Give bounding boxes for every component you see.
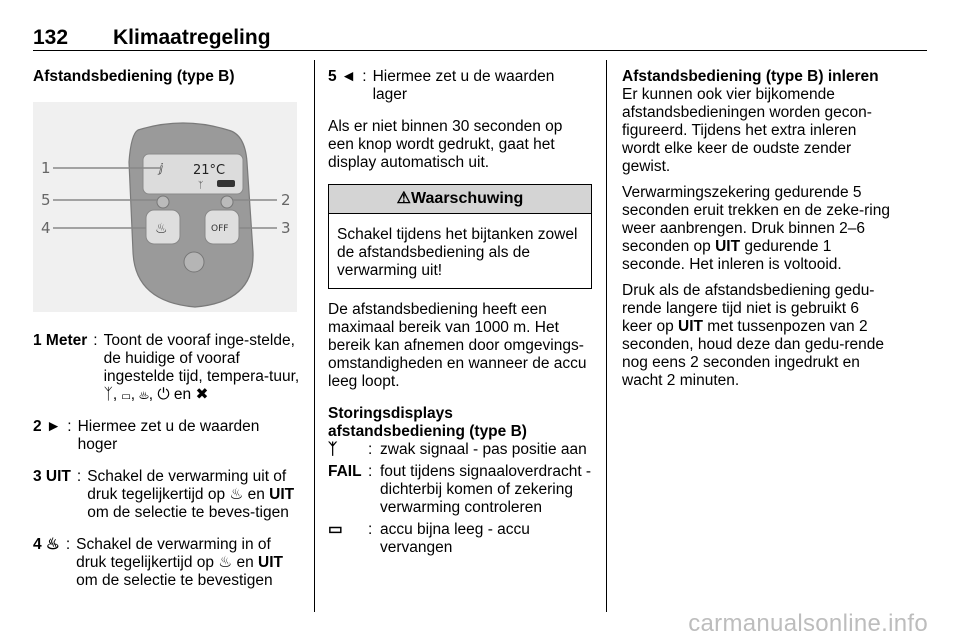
watermark: carmanualsonline.info bbox=[688, 610, 928, 637]
off-button-label: OFF bbox=[211, 224, 229, 234]
page-number: 132 bbox=[33, 26, 69, 49]
section-heading: Storingsdisplays afstandsbediening (type B) bbox=[328, 405, 527, 440]
list-item: 1 Meter : Toont de vooraf inge-stelde, de huidige of vooraf ingestelde tijd, tempera-tuur, ᛉ, ▭, ♨, ⏻ en ✖ bbox=[33, 332, 303, 404]
list-item: 2 ► : Hiermee zet u de waarden hoger bbox=[33, 418, 303, 454]
paragraph: De afstandsbediening heeft een maximaal bereik van 1000 m. Het bereik kan afnemen door omgevings-omstandigheden en wanneer de accu leeg loopt. bbox=[328, 301, 587, 390]
signal-icon: ᛉ bbox=[328, 441, 338, 458]
column-2 bbox=[328, 68, 592, 561]
header-rule bbox=[33, 50, 927, 51]
column-3 bbox=[622, 68, 892, 398]
item-text: Schakel de verwarming uit of druk tegelijkertijd op ♨ en UIT om de selectie te beves-tigen bbox=[87, 468, 295, 521]
warning-body: Schakel tijdens het bijtanken zowel de afstandsbediening als de verwarming uit! bbox=[337, 226, 578, 279]
list-item: ▭ : accu bijna leeg - accu vervangen bbox=[328, 521, 530, 556]
item-label: 3 UIT bbox=[33, 468, 71, 485]
list-item: 3 UIT : Schakel de verwarming uit of druk tegelijkertijd op ♨ en UIT om de selectie te beves-tigen bbox=[33, 468, 303, 522]
section-heading: Afstandsbediening (type B) bbox=[33, 68, 235, 85]
item-label: 2 ► bbox=[33, 418, 62, 435]
paragraph: Druk als de afstandsbediening gedu-rende langere tijd niet is gebruikt 6 keer op UIT met tussenpozen van 2 seconden, houd deze dan gedu-rende nog eens 2 seconden ingedrukt en wacht 2 minuten. bbox=[622, 282, 884, 389]
item-text: Toont de vooraf inge-stelde, de huidige of vooraf ingestelde tijd, tempera-tuur, ᛉ, ▭, ♨, ⏻ en ✖ bbox=[103, 332, 300, 403]
svg-text:ⅉ: ⅉ bbox=[159, 161, 164, 175]
item-label: 4 ♨ bbox=[33, 536, 60, 553]
item-label: FAIL bbox=[328, 463, 362, 480]
paragraph: Er kunnen ook vier bijkomende afstandsbedieningen worden gecon-figureerd. Tijdens het extra inleren wordt elke keer de oudste zender gewist. bbox=[622, 86, 872, 175]
warning-icon: ⚠ bbox=[396, 190, 412, 207]
figure-label-3: 3 bbox=[281, 219, 291, 237]
list-item: 4 ♨ : Schakel de verwarming in of druk tegelijkertijd op ♨ en UIT om de selectie te bevestigen bbox=[33, 536, 303, 590]
list-item: FAIL : fout tijdens signaaloverdracht - dichterbij komen of zekering verwarming controleren bbox=[328, 463, 592, 516]
column-divider bbox=[314, 60, 315, 612]
warning-title: ⚠Waarschuwing bbox=[329, 185, 591, 214]
figure-label-5: 5 bbox=[41, 191, 51, 209]
list-item: ᛉ : zwak signaal - pas positie aan bbox=[328, 441, 587, 458]
paragraph: Verwarmingszekering gedurende 5 seconden eruit trekken en de zeke-ring weer aanbrengen. Druk binnen 2–6 seconden op UIT gedurende 1 seconde. Het inleren is voltooid. bbox=[622, 184, 890, 273]
figure-label-1: 1 bbox=[41, 159, 51, 177]
item-text: Schakel de verwarming in of druk tegelijkertijd op ♨ en UIT om de selectie te bevestigen bbox=[76, 536, 284, 589]
figure-label-2: 2 bbox=[281, 191, 291, 209]
remote-illustration bbox=[33, 102, 297, 312]
item-label: 1 Meter bbox=[33, 332, 88, 349]
figure-label-4: 4 bbox=[41, 219, 51, 237]
battery-icon: ▭ bbox=[328, 521, 343, 538]
chapter-title: Klimaatregeling bbox=[113, 26, 271, 49]
paragraph: Als er niet binnen 30 seconden op een knop wordt gedrukt, gaat het display automatisch uit. bbox=[328, 118, 563, 171]
display-temperature: 21°C bbox=[193, 163, 226, 178]
svg-text:♨: ♨ bbox=[155, 221, 168, 237]
section-heading: Afstandsbediening (type B) inleren bbox=[622, 68, 879, 85]
svg-text:ᛉ: ᛉ bbox=[198, 181, 204, 191]
page-header bbox=[33, 20, 927, 52]
item-label: 5 ◄ bbox=[328, 68, 357, 85]
remote-control-figure bbox=[33, 102, 297, 312]
item-text: Hiermee zet u de waarden lager bbox=[372, 68, 555, 103]
column-divider bbox=[606, 60, 607, 612]
item-text: Hiermee zet u de waarden hoger bbox=[77, 418, 260, 453]
list-item: 5 ◄ : Hiermee zet u de waarden lager bbox=[328, 68, 592, 104]
warning-box bbox=[328, 184, 592, 289]
column-1 bbox=[33, 68, 303, 604]
